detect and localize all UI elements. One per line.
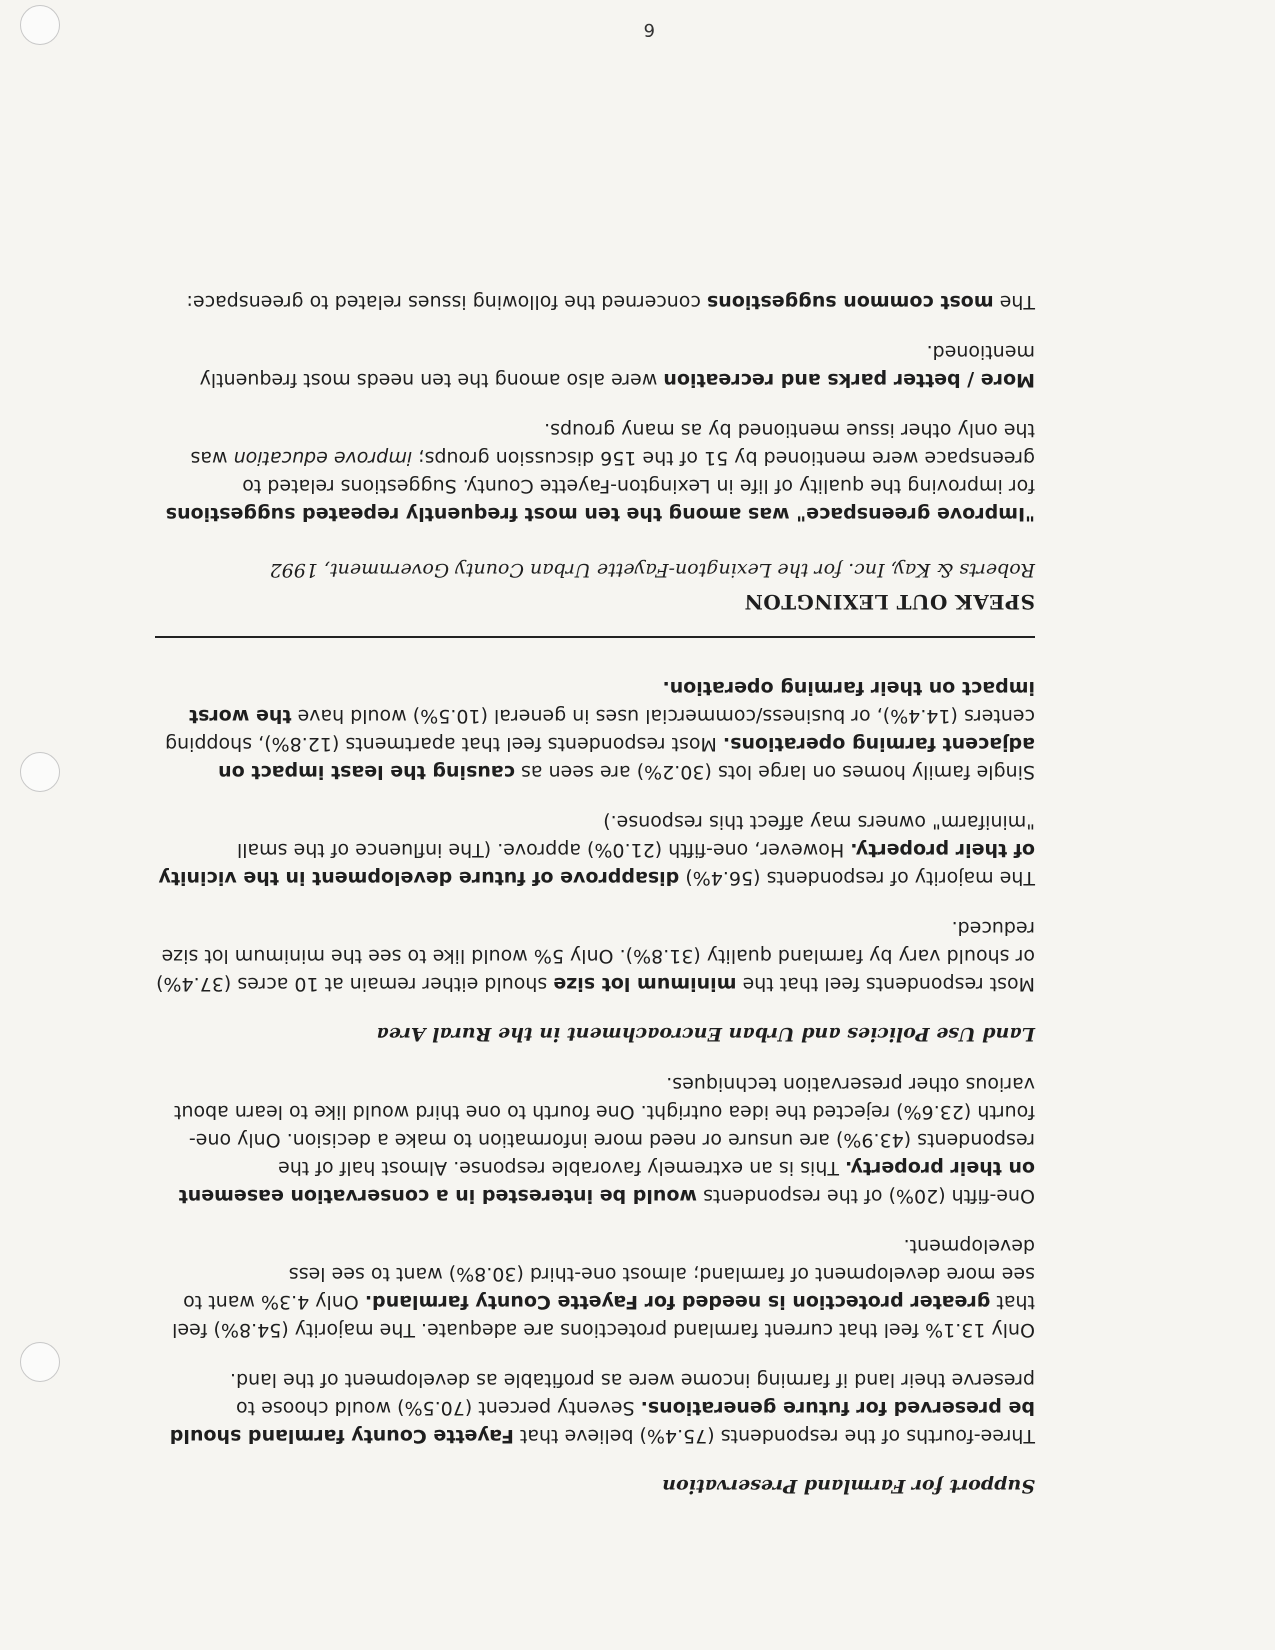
paragraph [155,338,1035,394]
binder-hole [20,1342,60,1382]
emphasis-text: would be interested in a conservation easement on their property. [178,1157,1035,1207]
emphasis-text: disapprove of future development in the vicinity of their property. [158,839,1035,889]
text: should either remain at 10 acres (37.4%) or should vary by farmland quality (31.8%). Only 5% would like to see the minimum lot size reduced. [156,917,1035,995]
text: The majority of respondents (56.4%) [679,867,1035,889]
text: were also among the ten needs most frequently mentioned. [199,341,1035,391]
text: for improving the quality of life in Lexington-Fayette County. Suggestions related to greenspace were mentioned by 51 of the 156 discussion groups; [242,447,1035,497]
text: Most respondents feel that the [736,973,1035,995]
text: This is an extremely favorable response. Almost half of the respondents (43.9%) are unsure or need more information to make a decision. Only one-fourth (23.6%) rejected the idea outright. One fourth to one third would like to learn about various other preservation techniques. [173,1073,1035,1179]
text: Three-fourths of the respondents (75.4%) believe that [513,1425,1035,1447]
italic-text: improve education [233,447,413,469]
paragraph [155,1366,1035,1450]
emphasis-text: causing the least impact on adjacent farming operations. [218,733,1035,783]
binder-hole [20,752,60,792]
emphasis-text: minimum lot size [553,973,737,995]
text: concerned the following issues related to greenspace: [186,291,707,313]
binder-hole [20,5,60,45]
emphasis-text: Fayette County farmland should be preserved for future generations. [169,1397,1035,1447]
page-number: 6 [643,19,655,40]
emphasis-text: More / better parks and recreation [663,369,1035,391]
emphasis-text: the worst impact on their farming operation. [188,677,1035,727]
emphasis-text: most common suggestions [706,291,994,313]
paragraph [155,416,1035,528]
emphasis-text: "Improve greenspace" was among the ten most frequently repeated suggestions [165,503,1035,525]
text: The [993,291,1035,313]
source-citation: Roberts & Kay, Inc. for the Lexington-Fayette Urban County Government, 1992 [269,559,1035,581]
text: was the only other issue mentioned by as many groups. [190,419,1035,469]
paragraph [155,1232,1035,1344]
paragraph [155,1070,1035,1210]
text: However, one-fifth (21.0%) approve. (The influence of the small "minifarm" owners may affect this response.) [236,811,1035,861]
section-divider [155,636,1035,638]
text: Most respondents feel that apartments (12.8%), shopping centers (14.4%), or business/commercial uses in general (10.5%) would have [165,705,1035,755]
paragraph [155,674,1035,786]
text: Only 13.1% feel that current farmland protections are adequate. The majority (54.8%) feel that [172,1291,1035,1341]
section-title-speak-out: SPEAK OUT LEXINGTON [744,590,1035,614]
paragraph [155,288,1035,316]
text: Single family homes on large lots (30.2%) are seen as [514,761,1035,783]
text: Seventy percent (70.5%) would choose to preserve their land if farming income were as profitable as development of the land. [229,1369,1035,1419]
text: One-fifth (20%) of the respondents [697,1185,1035,1207]
text: Only 4.3% want to see more development of farmland; almost one-third (30.8%) want to see less development. [183,1235,1035,1313]
emphasis-text: greater protection is needed for Fayette County farmland. [364,1291,991,1313]
paragraph [155,914,1035,998]
section-heading-farmland-preservation: Support for Farmland Preservation [662,1475,1035,1497]
section-heading-land-use: Land Use Policies and Urban Encroachment in the Rural Area [376,1023,1035,1045]
document-body [155,266,1035,1500]
paragraph [155,808,1035,892]
